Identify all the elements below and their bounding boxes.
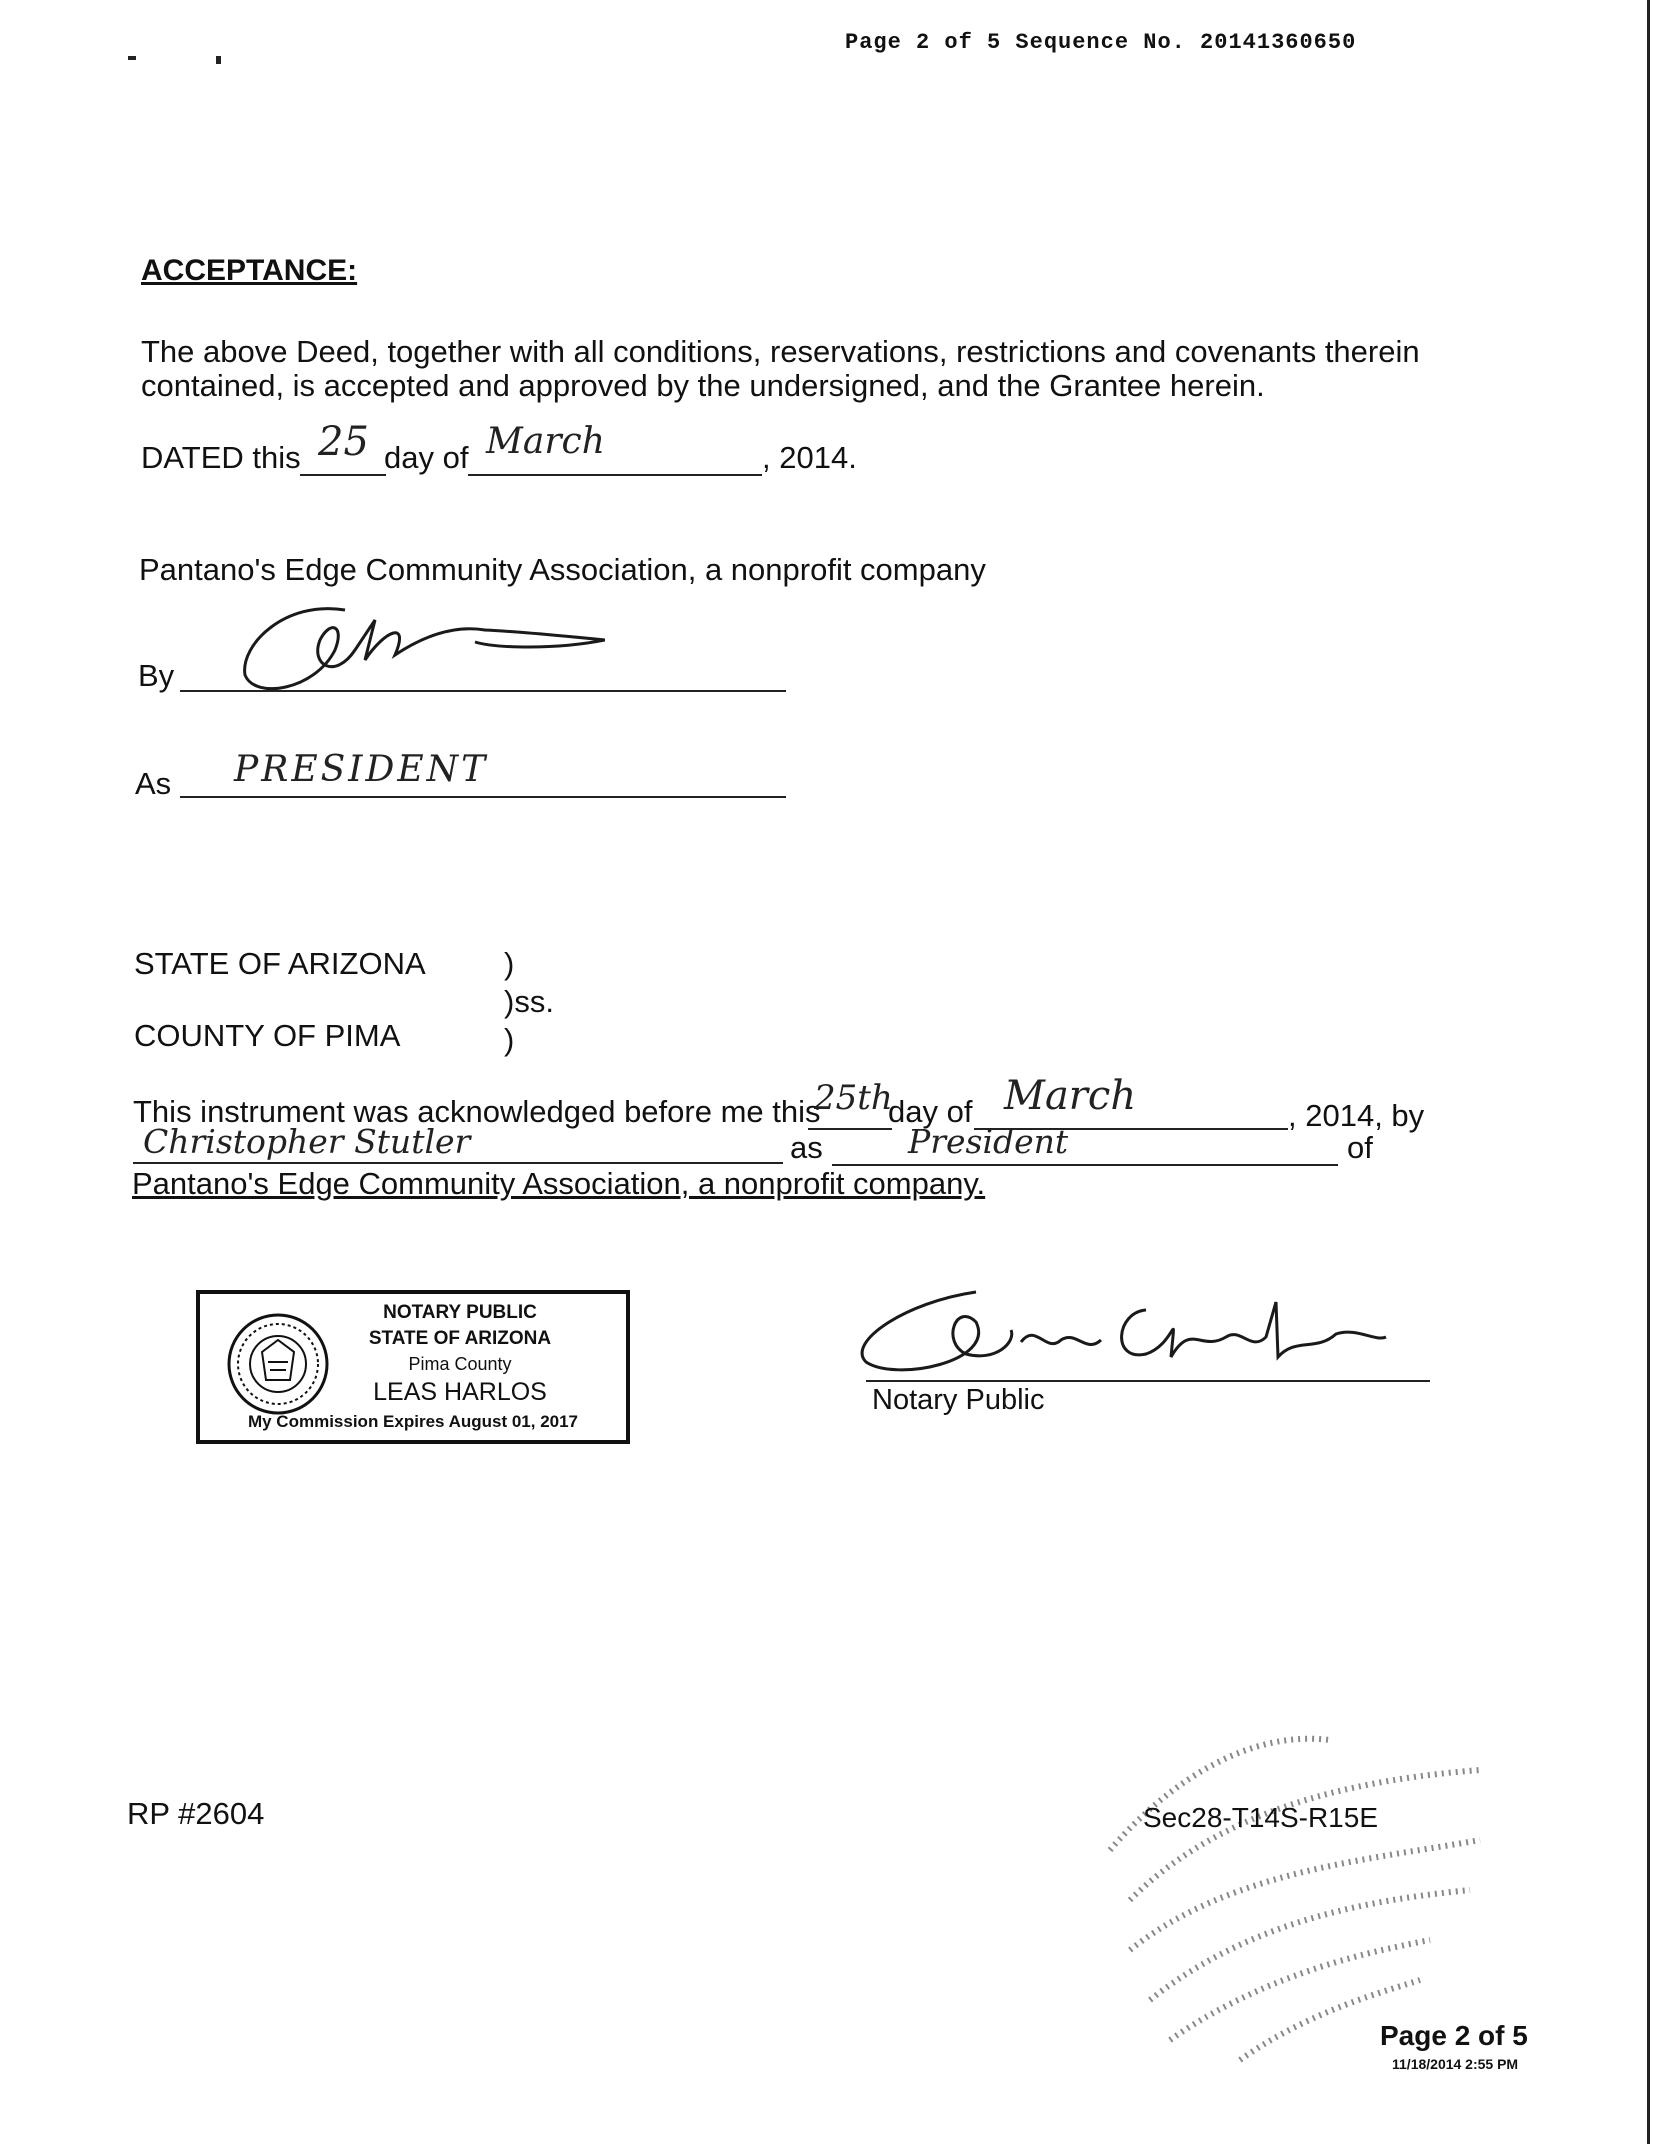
dated-year: , 2014. [762, 440, 857, 475]
ack-year-by: , 2014, by [1288, 1098, 1425, 1133]
ack-of-label: of [1347, 1130, 1373, 1165]
dated-prefix: DATED this [141, 440, 301, 475]
dated-day-of: day of [384, 440, 469, 475]
section-stamp-text: Sec28-T14S-R15E [1143, 1802, 1379, 1833]
ack-day-handwritten: 25th [814, 1078, 893, 1118]
dated-month-handwritten: March [486, 421, 605, 462]
notary-public-label: Notary Public [872, 1384, 1045, 1416]
stamp-line1: NOTARY PUBLIC [383, 1302, 537, 1323]
page-label: Page 2 of 5 [1380, 2020, 1528, 2051]
stamp-line3: Pima County [408, 1354, 512, 1374]
scan-speck [128, 56, 136, 60]
venue-paren-ss: )ss. [504, 984, 554, 1019]
as-title-line [180, 796, 786, 798]
company-name-line: Pantano's Edge Community Association, a nonprofit company [139, 552, 986, 587]
notary-stamp [196, 1290, 630, 1444]
acknowledgment-prefix: This instrument was acknowledged before me this [133, 1094, 821, 1129]
acceptance-paragraph-line2: contained, is accepted and approved by the undersigned, and the Grantee herein. [141, 368, 1265, 403]
acceptance-heading: ACCEPTANCE: [141, 254, 358, 287]
scan-edge [1647, 0, 1650, 2144]
stamp-line5: My Commission Expires August 01, 2017 [247, 1412, 579, 1431]
ack-day-of: day of [888, 1094, 973, 1129]
dated-day-handwritten: 25 [318, 419, 369, 465]
dated-day-line [300, 474, 386, 476]
scan-speck [216, 56, 221, 64]
print-timestamp: 11/18/2014 2:55 PM [1392, 2056, 1519, 2072]
ack-signer-line [133, 1162, 783, 1164]
venue-paren-bottom: ) [504, 1022, 515, 1057]
ack-month-handwritten: March [1004, 1073, 1137, 1119]
state-venue: STATE OF ARIZONA [134, 946, 426, 981]
ack-as-label: as [790, 1130, 823, 1165]
venue-paren-top: ) [504, 946, 515, 981]
as-label: As [135, 766, 172, 801]
page-sequence-header: Page 2 of 5 Sequence No. 20141360650 [845, 30, 1357, 55]
acceptance-paragraph-line1: The above Deed, together with all conditions, reservations, restrictions and covenants therein [141, 334, 1420, 369]
president-signature [225, 590, 605, 700]
ack-company-line: Pantano's Edge Community Association, a nonprofit company. [132, 1166, 986, 1201]
stamp-line4: LEAS HARLOS [373, 1378, 547, 1406]
as-title-handwritten: PRESIDENT [234, 749, 489, 790]
ack-signer-handwritten: Christopher Stutler [143, 1122, 471, 1161]
notary-signature [846, 1282, 1406, 1382]
rp-number: RP #2604 [127, 1796, 265, 1831]
by-signature-line [180, 690, 786, 692]
dated-month-line [468, 474, 762, 476]
section-stamp-smudge [1090, 1700, 1490, 2070]
stamp-line2: STATE OF ARIZONA [368, 1328, 552, 1349]
by-label: By [138, 658, 175, 693]
county-venue: COUNTY OF PIMA [134, 1018, 401, 1053]
ack-title-handwritten: President [908, 1122, 1069, 1161]
